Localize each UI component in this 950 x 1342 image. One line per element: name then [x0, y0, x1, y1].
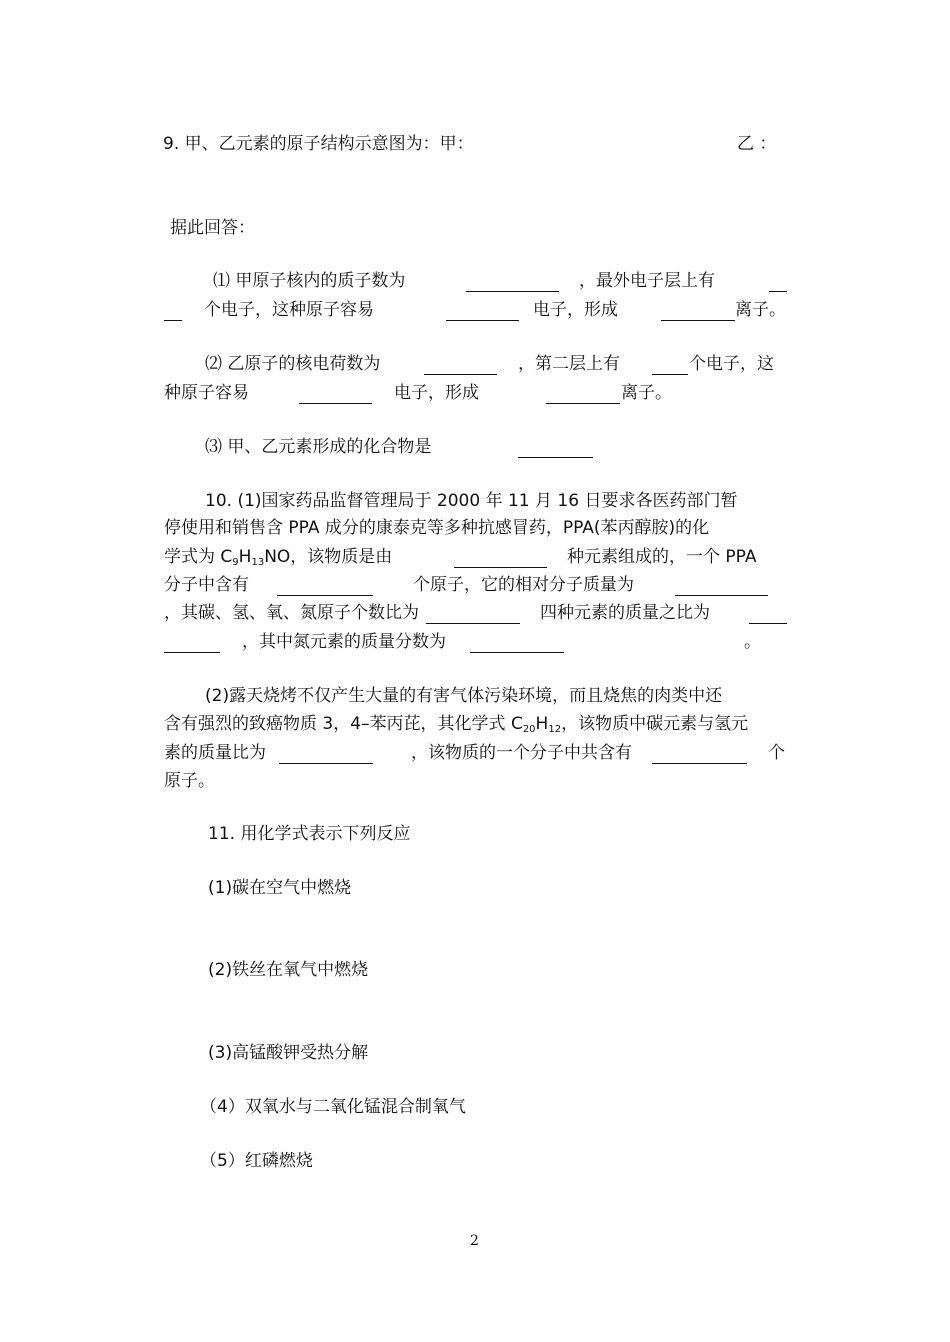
q10-atom-ratio-blank[interactable] [426, 605, 520, 624]
q9-yi-gain-lose-blank[interactable] [299, 385, 372, 404]
q9-part2-text-f: 离子。 [621, 383, 672, 403]
q9-part2-text-d: 种原子容易 [164, 383, 249, 403]
q9-part2-text-b: ，第二层上有 [518, 354, 620, 374]
q10-part2-formula-line: 含有强烈的致癌物质 3，4–苯丙芘，其化学式 $C_{20}H_{12}$，该物质中碳元素与氢元 [164, 714, 749, 735]
q10-line3-text-b: 种元素组成的，一个 PPA [567, 547, 757, 567]
q10-part2-line1: (2)露天烧烤不仅产生大量的有害气体污染环境，而且烧焦的肉类中还 [205, 686, 723, 706]
q10-formula-line: 学式为 $C_9H_{13}NO$，该物质是由 [164, 547, 393, 568]
q10-line6-period: 。 [744, 632, 761, 652]
q9-part2-text-e: 电子，形成 [394, 383, 479, 403]
q10-element-count-blank[interactable] [454, 549, 547, 568]
q9-part1-text-c: 个电子，这种原子容易 [204, 300, 374, 320]
q11-item3: (3)高锰酸钾受热分解 [208, 1043, 369, 1063]
q9-heading: 9. 甲、乙元素的原子结构示意图为：甲： [163, 134, 474, 154]
q11-item2: (2)铁丝在氧气中燃烧 [208, 960, 369, 980]
q9-part1-text-a: ⑴ 甲原子核内的质子数为 [213, 271, 406, 291]
q10-mass-ratio-blank-b[interactable] [164, 634, 220, 653]
q9-compound-blank[interactable] [518, 439, 593, 458]
q10-part2-line3-text-a: 素的质量比为 [164, 743, 266, 763]
q10-line4-text-a: 分子中含有 [164, 575, 249, 595]
q10-part2-line3-text-c: 个 [768, 743, 785, 763]
q11-item1: (1)碳在空气中燃烧 [208, 878, 352, 898]
q10-mass-ratio-blank-a[interactable] [749, 605, 787, 624]
q9-part2-text-a: ⑵ 乙原子的核电荷数为 [205, 354, 381, 374]
q9-part1-text-e: 离子。 [735, 300, 786, 320]
q9-outer-electron-blank-a[interactable] [769, 273, 787, 292]
page-number: 2 [470, 1233, 479, 1249]
q10-line5-text-a: ，其碳、氢、氧、氮原子个数比为 [164, 603, 419, 623]
q10-line1: 10. (1)国家药品监督管理局于 2000 年 11 月 16 日要求各医药部门暂 [205, 491, 738, 511]
q9-part1-text-b: ，最外电子层上有 [579, 271, 715, 291]
q10-part2-line3-text-b: ，该物质的一个分子中共含有 [411, 743, 632, 763]
q10-line4-text-b: 个原子，它的相对分子质量为 [413, 575, 634, 595]
q9-outer-electron-blank-b[interactable] [164, 302, 182, 321]
q9-proton-blank[interactable] [466, 273, 559, 292]
q11-heading: 11. 用化学式表示下列反应 [208, 824, 411, 844]
q11-item4: （4）双氧水与二氧化锰混合制氧气 [200, 1097, 466, 1117]
q10-ch-mass-ratio-blank[interactable] [279, 745, 373, 764]
q10-line5-text-b: 四种元素的质量之比为 [540, 603, 710, 623]
q10-part2-line4: 原子。 [164, 771, 215, 791]
q9-yi-label: 乙 ： [737, 134, 777, 154]
q11-item5: （5）红磷燃烧 [200, 1151, 313, 1171]
q9-ion-blank[interactable] [661, 302, 735, 321]
q10-atom-count-blank[interactable] [277, 577, 373, 596]
q9-part2-text-c: 个电子，这 [689, 354, 774, 374]
q9-part3-text: ⑶ 甲、乙元素形成的化合物是 [205, 437, 432, 457]
q9-intro: 据此回答： [170, 218, 255, 238]
q9-second-shell-blank[interactable] [652, 356, 688, 375]
q9-gain-lose-blank[interactable] [446, 302, 519, 321]
q10-molar-mass-blank[interactable] [675, 577, 768, 596]
q10-line2: 停使用和销售含 PPA 成分的康泰克等多种抗感冒药，PPA(苯丙醇胺)的化 [164, 518, 710, 538]
q9-nuclear-charge-blank[interactable] [424, 356, 497, 375]
q9-part1-text-d: 电子，形成 [533, 300, 618, 320]
q9-yi-ion-blank[interactable] [546, 385, 620, 404]
q10-atom-total-blank[interactable] [652, 745, 747, 764]
q10-line6-text-a: ，其中氮元素的质量分数为 [242, 632, 446, 652]
q10-nitrogen-fraction-blank[interactable] [470, 634, 564, 653]
